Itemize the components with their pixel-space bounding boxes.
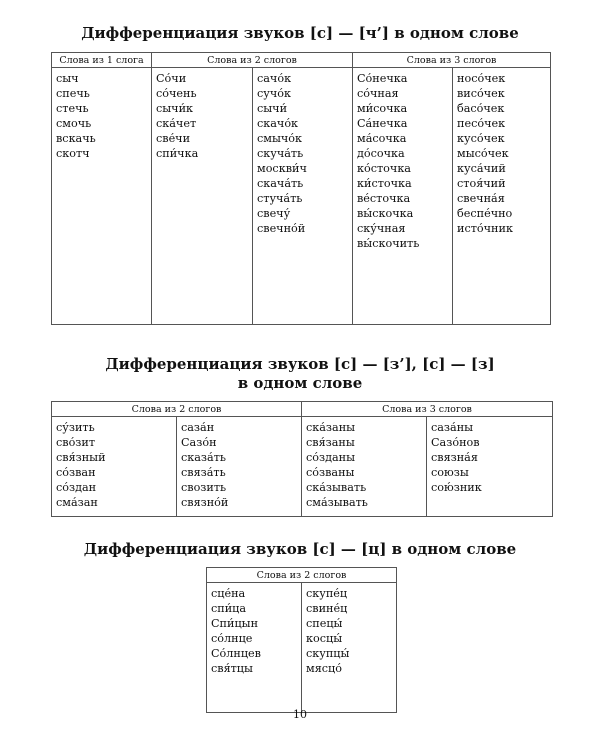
word: свине́ц (306, 602, 348, 615)
word: исто́чник (457, 222, 513, 235)
word: свя́тцы (211, 662, 253, 675)
header-2-syllables: Слова из 2 слогов (52, 402, 302, 417)
word: сказа́ть (181, 451, 226, 464)
word: со́зван (56, 466, 96, 479)
word: ска́зывать (306, 481, 367, 494)
word: све́чи (156, 132, 191, 145)
table-s-ts (206, 567, 397, 713)
word: мысо́чек (457, 147, 509, 160)
word: сма́зывать (306, 496, 368, 509)
word: ска́заны (306, 421, 356, 434)
word: Спи́цын (211, 617, 259, 630)
word: свечу́ (257, 207, 291, 220)
word: сою́зник (431, 481, 482, 494)
word: Сазо́нов (431, 436, 480, 449)
word-column (253, 68, 353, 325)
word: сучо́к (257, 87, 291, 100)
word: спи́чка (156, 147, 199, 160)
word-column (453, 68, 551, 325)
word-column (302, 583, 397, 713)
word: свозить (181, 481, 227, 494)
word: сце́на (211, 587, 246, 600)
word: ска́чет (156, 117, 197, 130)
word: свечно́й (257, 222, 306, 235)
word: стуча́ть (257, 192, 303, 205)
word: сво́зит (56, 436, 96, 449)
word: связа́ть (181, 466, 226, 479)
word: ки́сточка (357, 177, 412, 190)
word: свя́заны (306, 436, 355, 449)
word: сачо́к (257, 72, 292, 85)
word: со́зданы (306, 451, 356, 464)
word: басо́чек (457, 102, 505, 115)
word: саза́н (181, 421, 215, 434)
word: кусо́чек (457, 132, 505, 145)
word-column (427, 417, 553, 517)
word: су́зить (56, 421, 95, 434)
word: спечь (56, 87, 90, 100)
word-column (207, 583, 302, 713)
word: со́званы (306, 466, 355, 479)
word: ми́сочка (357, 102, 408, 115)
section3-title: Дифференциация звуков [с] — [ц] в одном слове (83, 540, 517, 558)
word: связно́й (181, 496, 229, 509)
header-1-syllable: Слова из 1 слога (52, 53, 152, 68)
word: со́чная (357, 87, 399, 100)
word: сыч (56, 72, 79, 85)
header-3-syllables: Слова из 3 слогов (302, 402, 553, 417)
word: сычи́ (257, 102, 288, 115)
word: смычо́к (257, 132, 302, 145)
section1-title: Дифференциация звуков [с] — [ч’] в одном слове (81, 24, 519, 42)
word-column (152, 68, 253, 325)
word: куса́чий (457, 162, 506, 175)
word: ко́сточка (357, 162, 411, 175)
word: сма́зан (56, 496, 98, 509)
word: Со́нечка (357, 72, 408, 85)
word: со́лнце (211, 632, 253, 645)
word-column (177, 417, 302, 517)
word: мясцо́ (306, 662, 342, 675)
header-2-syllables: Слова из 2 слогов (152, 53, 353, 68)
word: со́здан (56, 481, 97, 494)
word: стечь (56, 102, 89, 115)
table-s-z (51, 401, 553, 517)
word: союзы (431, 466, 469, 479)
word: сычи́к (156, 102, 194, 115)
word: косцы́ (306, 632, 343, 645)
word: со́чень (156, 87, 197, 100)
word: скотч (56, 147, 90, 160)
word: Со́чи (156, 72, 187, 85)
word: до́сочка (357, 147, 405, 160)
word: скупцы́ (306, 647, 350, 660)
word: свечна́я (457, 192, 505, 205)
table-s-ch (51, 52, 551, 325)
word: скача́ть (257, 177, 304, 190)
word: Сазо́н (181, 436, 217, 449)
word: смочь (56, 117, 92, 130)
word: беспе́чно (457, 207, 513, 220)
word: Со́лнцев (211, 647, 261, 660)
word: саза́ны (431, 421, 474, 434)
word: висо́чек (457, 87, 505, 100)
section2-title-line1: Дифференциация звуков [с] — [з’], [с] — [з] (105, 355, 495, 373)
word: спецы́ (306, 617, 343, 630)
header-3-syllables: Слова из 3 слогов (353, 53, 551, 68)
word-column (52, 68, 152, 325)
word-column (353, 68, 453, 325)
word: Са́нечка (357, 117, 408, 130)
header-2-syllables: Слова из 2 слогов (207, 568, 397, 583)
word-column (52, 417, 177, 517)
word-column (302, 417, 427, 517)
page-number: 10 (293, 708, 307, 721)
word: вскачь (56, 132, 96, 145)
word: ма́сочка (357, 132, 407, 145)
word: ску́чная (357, 222, 406, 235)
word: песо́чек (457, 117, 506, 130)
word: свя́зный (56, 451, 106, 464)
word: носо́чек (457, 72, 506, 85)
word: ве́сточка (357, 192, 411, 205)
word: скуча́ть (257, 147, 304, 160)
word: стоя́чий (457, 177, 506, 190)
word: скачо́к (257, 117, 299, 130)
word: вы́скочка (357, 207, 414, 220)
word: спи́ца (211, 602, 247, 615)
word: вы́скочить (357, 237, 420, 250)
word: связна́я (431, 451, 478, 464)
word: москви́ч (257, 162, 307, 175)
word: скупе́ц (306, 587, 348, 600)
section2-title-line2: в одном слове (237, 374, 363, 392)
